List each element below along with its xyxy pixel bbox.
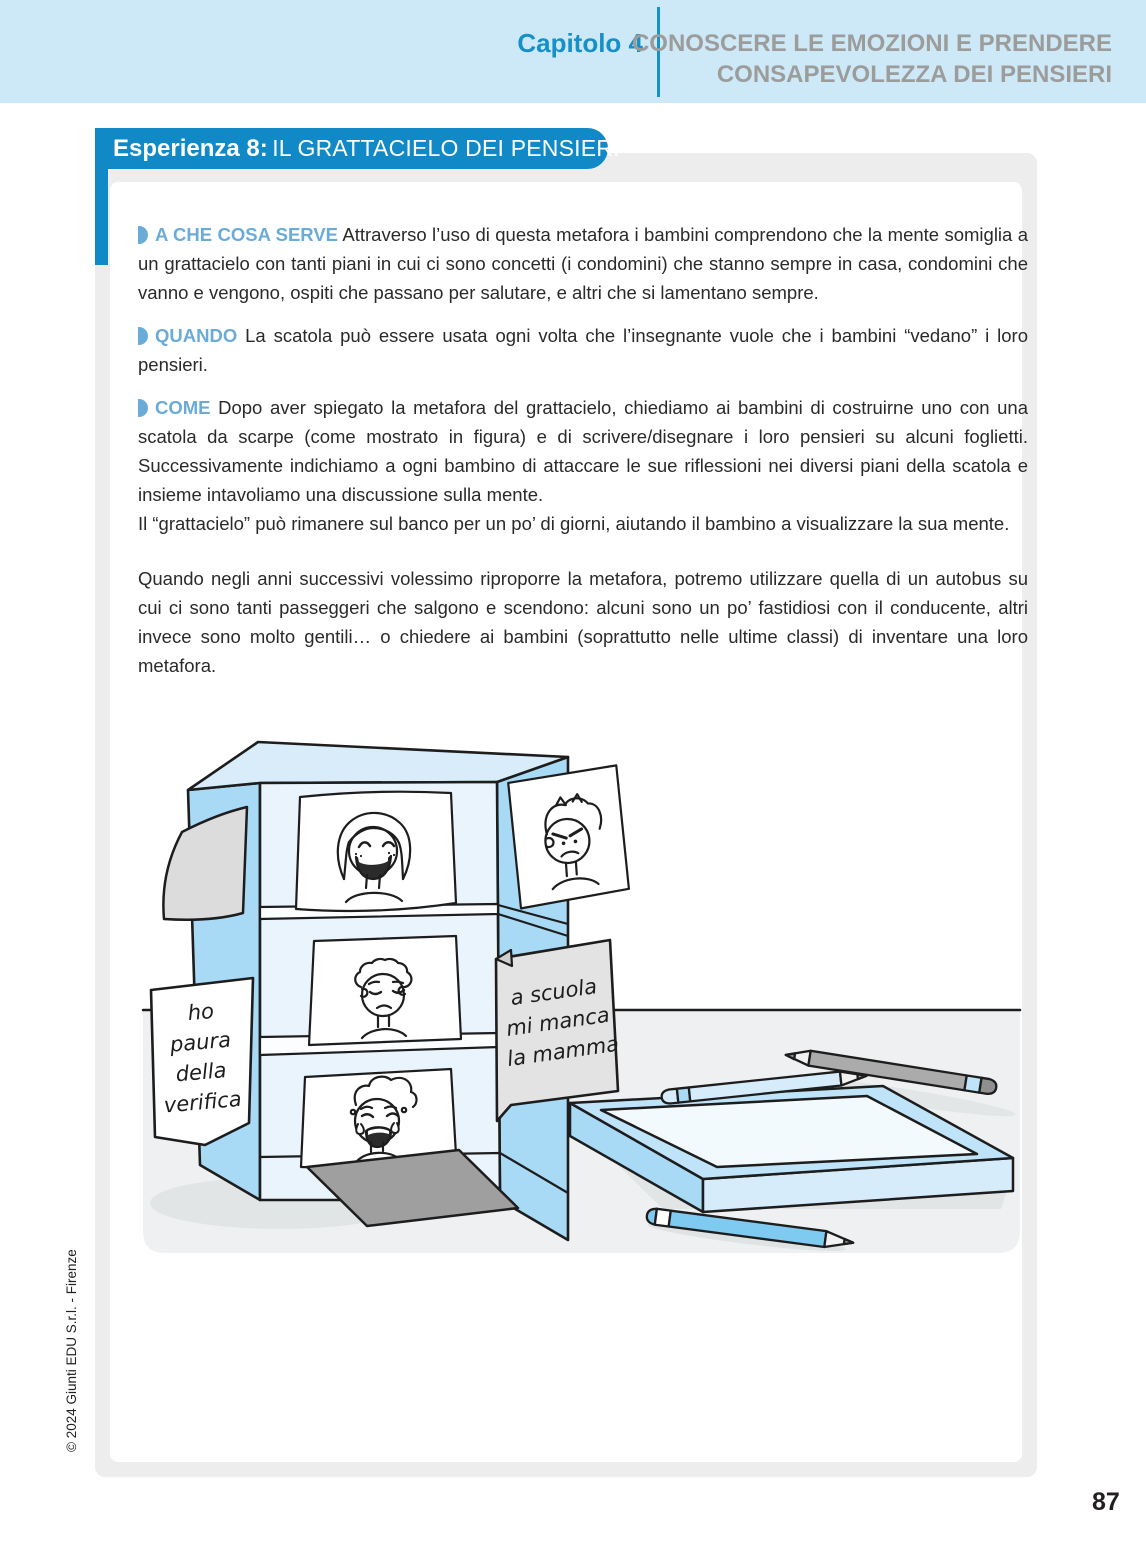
section-come — [138, 393, 1028, 538]
section-bullet-icon — [138, 226, 148, 244]
section-bullet-icon — [138, 399, 148, 417]
note-left-line2: paura — [168, 1027, 232, 1057]
experience-banner — [95, 128, 620, 169]
note-right-line2: mi manca — [504, 1002, 612, 1041]
section-a-che-cosa-serve — [138, 220, 1028, 307]
section-text: Attraverso l’uso di questa metafora i bambini comprendono che la mente somiglia a un grattacielo con tanti piani in cui ci sono concetti (i condomini) che stanno sempre in casa, condomini che vanno e vengono, ospiti che passano per salutare, e altri che si lamentano sempre. — [138, 224, 1028, 303]
skyscraper-illustration — [115, 695, 1026, 1265]
experience-banner-tab — [95, 168, 108, 265]
experience-banner-title: IL GRATTACIELO DEI PENSIERI — [272, 135, 620, 161]
chapter-number: Capitolo 4 — [517, 28, 643, 58]
gray-paper-left — [163, 807, 247, 920]
experience-banner-bold: Esperienza 8: — [113, 135, 268, 162]
drawing-angry-boy — [508, 765, 630, 909]
section-text: Dopo aver spiegato la metafora del grattacielo, chiediamo ai bambini di costruirne uno con una scatola da scarpe (come mostrato in figura) e di scrivere/disegnare i loro pensieri su alcuni foglietti. Successivamente indichiamo a ogni bambino di attaccare le sue riflessioni nei diversi piani della scatola e insieme intavoliamo una discussione sulla mente. — [138, 397, 1029, 505]
drawing-sad-boy — [309, 936, 461, 1045]
chapter-title-line2: CONSAPEVOLEZZA DEI PENSIERI — [716, 61, 1112, 88]
note-right-line1: a scuola — [508, 974, 599, 1011]
chapter-title-line1: CONOSCERE LE EMOZIONI E PRENDERE — [631, 30, 1112, 57]
section-label: COME — [155, 397, 211, 418]
drawing-happy-girl — [296, 792, 456, 911]
section-quando — [138, 321, 1028, 379]
section-bullet-icon — [138, 327, 148, 345]
closing-paragraph: Quando negli anni successivi volessimo riproporre la metafora, potremo utilizzare quella di un autobus su cui ci sono tanti passeggeri che salgono e scendono: alcuni sono un po’ fastidiosi con il conducente, altri invece sono molto gentili… o chiedere ai bambini (soprattutto nelle ultime classi) di inventare una loro metafora. — [138, 568, 1028, 676]
section-label: QUANDO — [155, 325, 238, 346]
chapter-title — [632, 28, 1112, 90]
section-text-continued: Il “grattacielo” può rimanere sul banco per un po’ di giorni, aiutando il bambino a visualizzare la sua mente. — [138, 513, 1010, 534]
note-left-line3: della — [174, 1058, 228, 1087]
sticky-note-left — [151, 978, 253, 1145]
note-left-line4: verifica — [162, 1086, 243, 1118]
section-text: La scatola può essere usata ogni volta che l’insegnante vuole che i bambini “vedano” i loro pensieri. — [138, 325, 1028, 375]
body-text — [138, 220, 1028, 694]
sticky-note-right — [496, 940, 620, 1121]
note-right-line3: la mamma — [505, 1031, 621, 1072]
section-label: A CHE COSA SERVE — [155, 224, 339, 245]
copyright-notice: © 2024 Giunti EDU S.r.l. - Firenze — [64, 1249, 79, 1452]
note-left-line1: ho — [186, 998, 215, 1026]
page-number: 87 — [1092, 1488, 1120, 1516]
chapter-band — [0, 0, 1146, 103]
